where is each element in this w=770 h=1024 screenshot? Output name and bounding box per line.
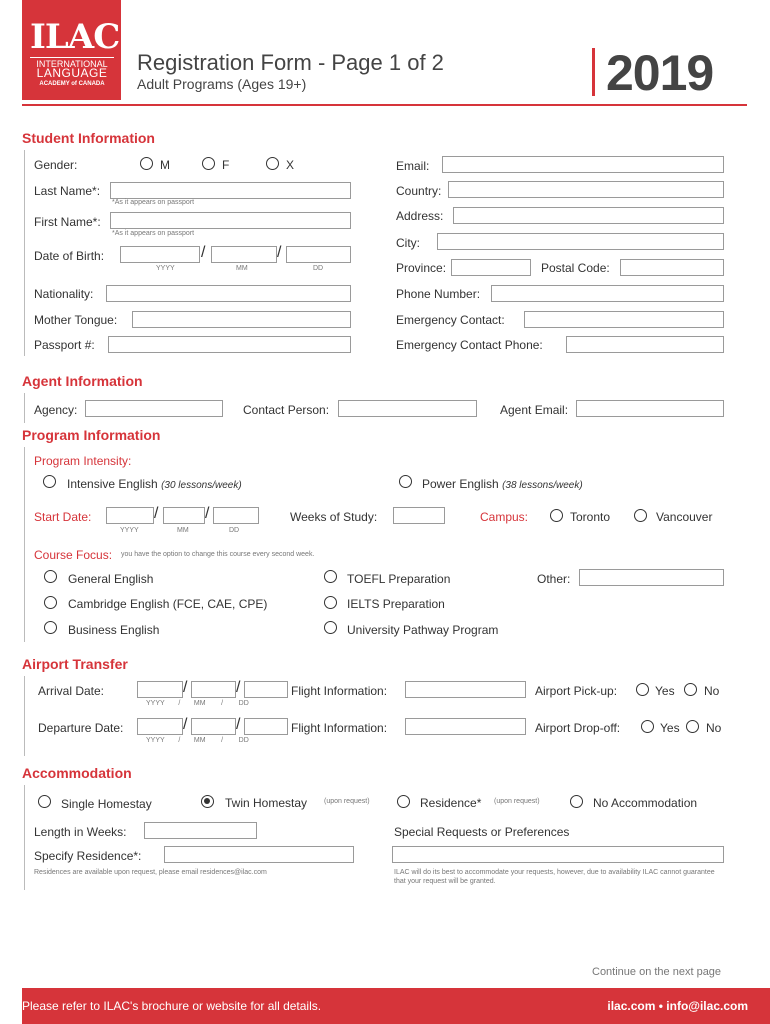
other-input[interactable] [579,569,724,586]
departure-month-input[interactable] [191,718,236,735]
agent-info-heading: Agent Information [22,373,143,389]
start-slash-2: / [205,505,210,522]
airport-transfer-heading: Airport Transfer [22,656,128,672]
pickup-no-radio[interactable] [684,683,697,696]
first-name-hint: *As it appears on passport [112,230,195,237]
weeks-of-study-input[interactable] [393,507,445,524]
dropoff-no-label: No [706,721,722,735]
university-pathway-label: University Pathway Program [347,623,499,637]
agency-label: Agency: [34,403,78,417]
first-name-label: First Name*: [34,215,101,229]
single-homestay-radio[interactable] [38,795,51,808]
intensive-english-radio[interactable] [43,475,56,488]
program-info-heading: Program Information [22,427,161,443]
residence-upon-request: (upon request) [494,798,540,805]
weeks-of-study-label: Weeks of Study: [290,510,378,524]
start-day-hint: DD [229,527,240,534]
business-english-radio[interactable] [44,621,57,634]
intensive-english-text: Intensive English [67,477,158,491]
email-input[interactable] [442,156,724,173]
phone-label: Phone Number: [396,287,481,301]
province-label: Province: [396,261,447,275]
departure-year-input[interactable] [137,718,183,735]
ilac-logo [22,0,121,100]
power-english-text: Power English [422,477,499,491]
agent-email-input[interactable] [576,400,724,417]
toefl-radio[interactable] [324,570,337,583]
gender-m-radio[interactable] [140,157,153,170]
dob-day-hint: DD [313,265,324,272]
start-month-hint: MM [177,527,189,534]
last-name-label: Last Name*: [34,184,101,198]
pickup-no-label: No [704,684,720,698]
emergency-contact-label: Emergency Contact: [396,313,505,327]
intensive-english-note: (30 lessons/week) [161,480,242,491]
length-in-weeks-input[interactable] [144,822,257,839]
special-requests-note: ILAC will do its best to accommodate your requests, however, due to availability ILAC cannot guarantee that your request will be granted. [394,869,715,885]
single-homestay-label: Single Homestay [61,797,152,811]
section-rule [24,447,25,642]
dob-slash-2: / [277,244,282,261]
start-month-input[interactable] [163,507,205,524]
dropoff-no-radio[interactable] [686,720,699,733]
power-english-note: (38 lessons/week) [502,480,583,491]
toronto-radio[interactable] [550,509,563,522]
footer-bar [22,988,770,1024]
toronto-label: Toronto [570,510,611,524]
gender-f-radio[interactable] [202,157,215,170]
intensity-label: Program Intensity: [34,454,132,468]
city-input[interactable] [437,233,724,250]
continue-note: Continue on the next page [592,966,722,978]
residence-radio[interactable] [397,795,410,808]
start-date-label: Start Date: [34,510,92,524]
emergency-phone-input[interactable] [566,336,724,353]
gender-x-radio[interactable] [266,157,279,170]
gender-x-label: X [286,158,295,172]
footer-note: Please refer to ILAC's brochure or website for all details. [22,999,322,1013]
dob-year-hint: YYYY [156,265,175,272]
postal-code-input[interactable] [620,259,724,276]
logo-line-2: LANGUAGE [36,66,108,80]
cambridge-english-radio[interactable] [44,596,57,609]
mother-tongue-input[interactable] [132,311,351,328]
general-english-radio[interactable] [44,570,57,583]
contact-person-input[interactable] [338,400,477,417]
nationality-input[interactable] [106,285,351,302]
arrival-month-input[interactable] [191,681,236,698]
start-year-hint: YYYY [120,527,139,534]
city-label: City: [396,236,420,250]
gender-f-label: F [222,158,230,172]
footer-contact[interactable]: ilac.com • info@ilac.com [607,999,748,1013]
departure-flight-input[interactable] [405,718,526,735]
section-rule [24,676,25,756]
contact-person-label: Contact Person: [243,403,330,417]
section-rule [24,150,25,356]
student-info-heading: Student Information [22,130,155,146]
gender-label: Gender: [34,158,78,172]
emergency-phone-label: Emergency Contact Phone: [396,338,543,352]
campus-label: Campus: [480,510,529,524]
dob-month-input[interactable] [211,246,277,263]
departure-date-label: Departure Date: [38,721,124,735]
residence-note: Residences are available upon request, please email residences@ilac.com [34,869,267,876]
departure-day-input[interactable] [244,718,288,735]
postal-code-label: Postal Code: [541,261,610,275]
twin-homestay-radio[interactable] [201,795,214,808]
power-english-label [422,477,583,491]
other-label: Other: [537,572,571,586]
intensive-english-label [67,477,242,491]
dob-label: Date of Birth: [34,249,105,263]
arrival-slash-2: / [236,679,241,696]
dob-year-input[interactable] [120,246,200,263]
course-focus-hint: you have the option to change this course every second week. [121,551,315,558]
arrival-year-input[interactable] [137,681,183,698]
pickup-yes-label: Yes [655,684,675,698]
passport-input[interactable] [108,336,351,353]
toefl-label: TOEFL Preparation [347,572,451,586]
vancouver-radio[interactable] [634,509,647,522]
logo-line-1: INTERNATIONAL [30,57,114,69]
departure-flight-label: Flight Information: [291,721,388,735]
nationality-label: Nationality: [34,287,94,301]
passport-label: Passport #: [34,338,95,352]
start-slash-1: / [154,505,159,522]
departure-slash-2: / [236,716,241,733]
address-label: Address: [396,209,444,223]
ielts-radio[interactable] [324,596,337,609]
departure-date-hint: YYYY / MM / DD [146,737,249,744]
agency-input[interactable] [85,400,223,417]
accommodation-heading: Accommodation [22,765,132,781]
section-rule [24,393,25,423]
province-input[interactable] [451,259,531,276]
twin-upon-request: (upon request) [324,798,370,805]
logo-line-3: ACADEMY of CANADA [39,81,105,87]
first-name-input[interactable] [110,212,351,229]
dropoff-yes-radio[interactable] [641,720,654,733]
arrival-date-hint: YYYY / MM / DD [146,700,249,707]
special-requests-input[interactable] [392,846,724,863]
logo-wordmark: ILAC [30,17,120,57]
general-english-label: General English [68,572,154,586]
special-requests-label: Special Requests or Preferences [394,825,570,839]
start-year-input[interactable] [106,507,154,524]
emergency-contact-input[interactable] [524,311,724,328]
no-accommodation-label: No Accommodation [593,796,698,810]
dob-month-hint: MM [236,265,248,272]
country-label: Country: [396,184,442,198]
start-day-input[interactable] [213,507,259,524]
last-name-hint: *As it appears on passport [112,199,195,206]
course-focus-label: Course Focus: [34,548,113,562]
arrival-date-label: Arrival Date: [38,684,105,698]
pickup-label: Airport Pick-up: [535,684,618,698]
form-title: Registration Form - Page 1 of 2 [137,50,444,75]
arrival-flight-label: Flight Information: [291,684,388,698]
power-english-radio[interactable] [399,475,412,488]
dropoff-label: Airport Drop-off: [535,721,621,735]
twin-homestay-label: Twin Homestay [225,796,308,810]
pickup-yes-radio[interactable] [636,683,649,696]
year-divider [592,48,595,96]
no-accommodation-radio[interactable] [570,795,583,808]
arrival-slash-1: / [183,679,188,696]
last-name-input[interactable] [110,182,351,199]
vancouver-label: Vancouver [656,510,713,524]
mother-tongue-label: Mother Tongue: [34,313,118,327]
business-english-label: Business English [68,623,160,637]
specify-residence-input[interactable] [164,846,354,863]
agent-email-label: Agent Email: [500,403,569,417]
phone-input[interactable] [491,285,724,302]
gender-m-label: M [160,158,170,172]
dob-slash-1: / [201,244,206,261]
header-rule [22,104,747,106]
ielts-label: IELTS Preparation [347,597,445,611]
form-subtitle: Adult Programs (Ages 19+) [137,76,307,92]
section-rule [24,785,25,890]
departure-slash-1: / [183,716,188,733]
arrival-day-input[interactable] [244,681,288,698]
university-pathway-radio[interactable] [324,621,337,634]
residence-label: Residence* [420,796,482,810]
dropoff-yes-label: Yes [660,721,680,735]
email-label: Email: [396,159,430,173]
country-input[interactable] [448,181,724,198]
cambridge-english-label: Cambridge English (FCE, CAE, CPE) [68,597,268,611]
dob-day-input[interactable] [286,246,351,263]
specify-residence-label: Specify Residence*: [34,849,142,863]
arrival-flight-input[interactable] [405,681,526,698]
address-input[interactable] [453,207,724,224]
form-year: 2019 [606,45,714,101]
length-in-weeks-label: Length in Weeks: [34,825,127,839]
